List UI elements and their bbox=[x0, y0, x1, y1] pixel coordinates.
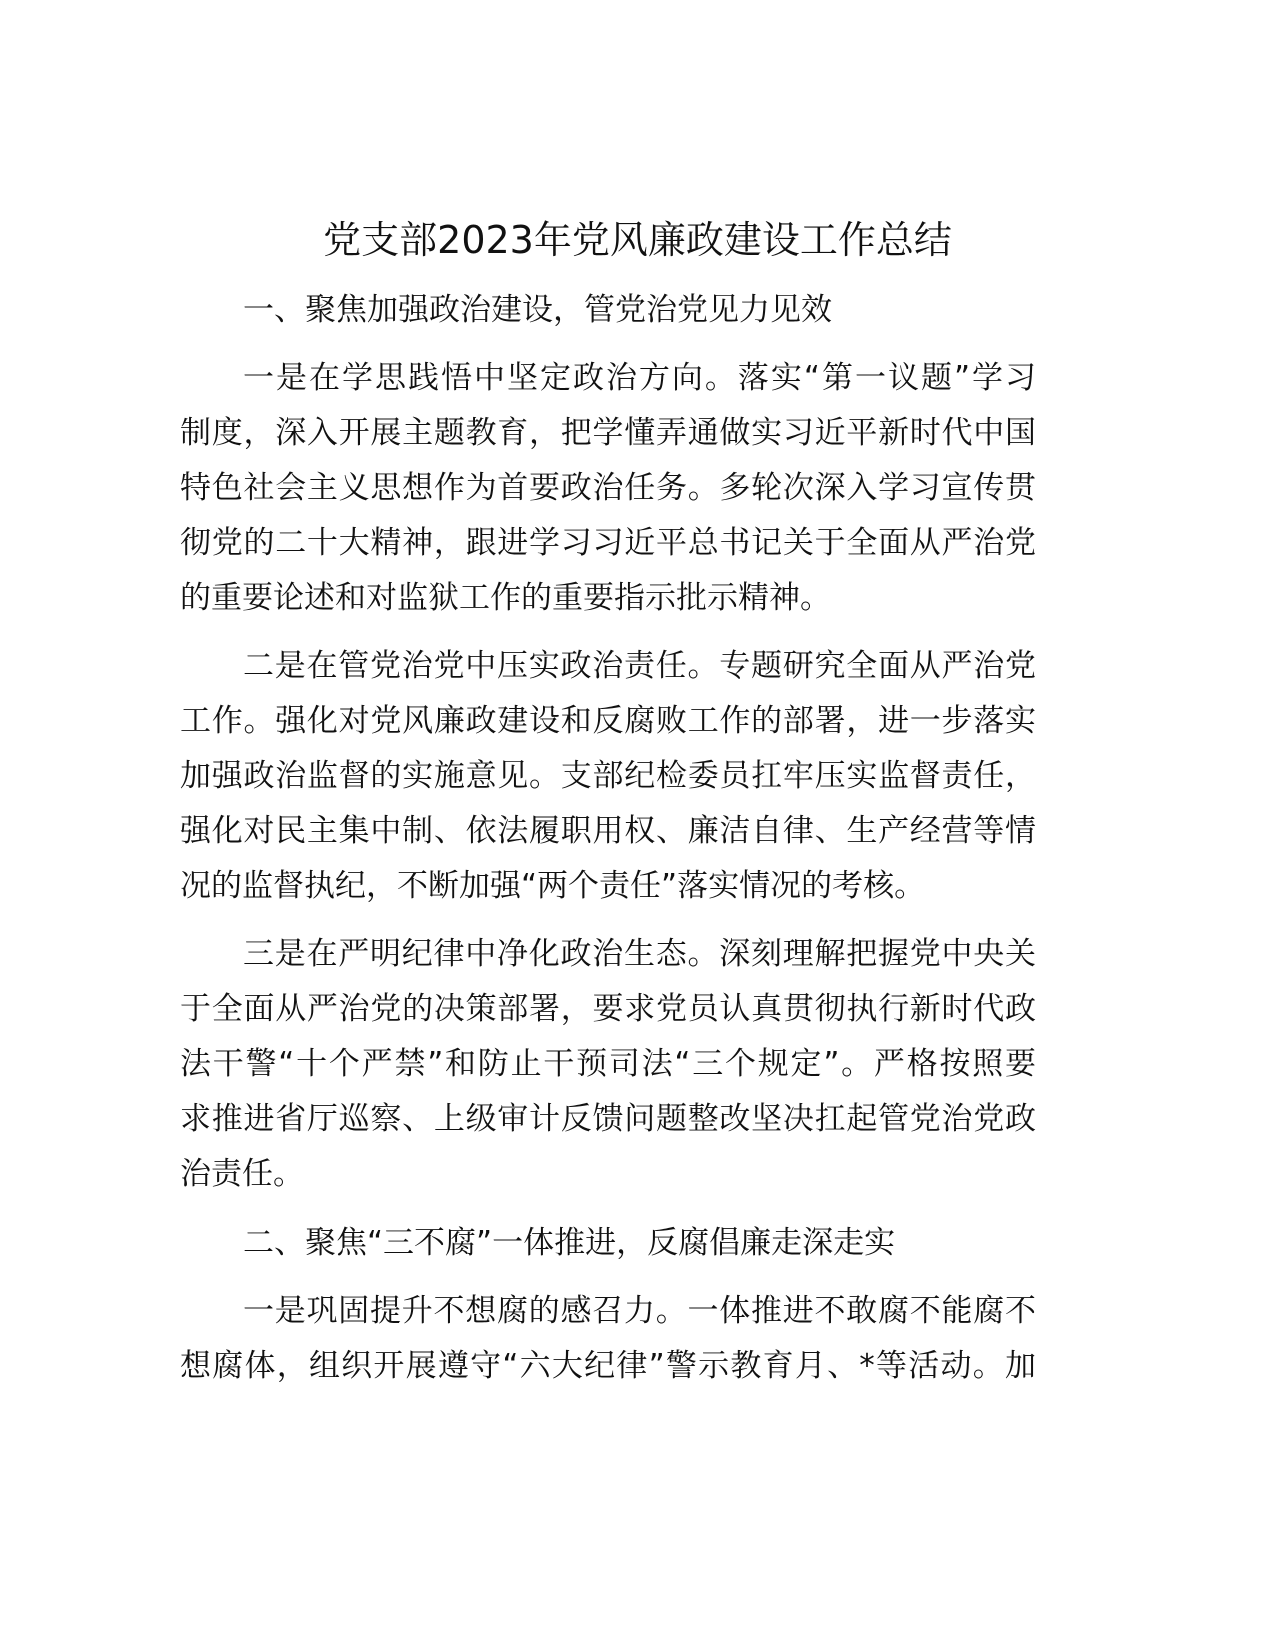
text-line: 工作。强化对党风廉政建设和反腐败工作的部署，进一步落实 bbox=[180, 703, 1036, 739]
text-line: 一是在学思践悟中坚定政治方向。落实“第一议题”学习 bbox=[243, 360, 1036, 396]
text-line: 法干警“十个严禁”和防止干预司法“三个规定”。严格按照要 bbox=[180, 1046, 1036, 1082]
text-line: 一是巩固提升不想腐的感召力。一体推进不敢腐不能腐不 bbox=[243, 1293, 1036, 1329]
text-line: 特色社会主义思想作为首要政治任务。多轮次深入学习宣传贯 bbox=[180, 470, 1036, 506]
paragraph-3 bbox=[180, 927, 1036, 1202]
text-line: 求推进省厅巡察、上级审计反馈问题整改坚决扛起管党治党政 bbox=[180, 1101, 1036, 1137]
text-line: 二是在管党治党中压实政治责任。专题研究全面从严治党 bbox=[243, 648, 1036, 684]
text-line: 强化对民主集中制、依法履职用权、廉洁自律、生产经营等情 bbox=[180, 813, 1036, 849]
text-line: 想腐体，组织开展遵守“六大纪律”警示教育月、*等活动。加 bbox=[180, 1348, 1036, 1384]
section-heading: 一、聚焦加强政治建设，管党治党见力见效 bbox=[243, 292, 832, 328]
text-line: 于全面从严治党的决策部署，要求党员认真贯彻执行新时代政 bbox=[180, 991, 1036, 1027]
text-line: 加强政治监督的实施意见。支部纪检委员扛牢压实监督责任， bbox=[180, 758, 1036, 794]
text-line: 三是在严明纪律中净化政治生态。深刻理解把握党中央关 bbox=[243, 936, 1036, 972]
text-line: 治责任。 bbox=[180, 1156, 304, 1192]
text-line: 彻党的二十大精神，跟进学习习近平总书记关于全面从严治党 bbox=[180, 525, 1036, 561]
text-line: 的重要论述和对监狱工作的重要指示批示精神。 bbox=[180, 580, 831, 616]
document-title: 党支部2023年党风廉政建设工作总结 bbox=[323, 218, 952, 262]
paragraph-4 bbox=[180, 1284, 1036, 1394]
paragraph-1 bbox=[180, 351, 1036, 626]
text-line: 制度，深入开展主题教育，把学懂弄通做实习近平新时代中国 bbox=[180, 415, 1036, 451]
paragraph-2 bbox=[180, 639, 1036, 914]
heading-1 bbox=[180, 283, 1036, 338]
text-line: 况的监督执纪，不断加强“两个责任”落实情况的考核。 bbox=[180, 868, 926, 904]
section-heading: 二、聚焦“三不腐”一体推进，反腐倡廉走深走实 bbox=[243, 1225, 896, 1261]
heading-2 bbox=[180, 1216, 1036, 1271]
